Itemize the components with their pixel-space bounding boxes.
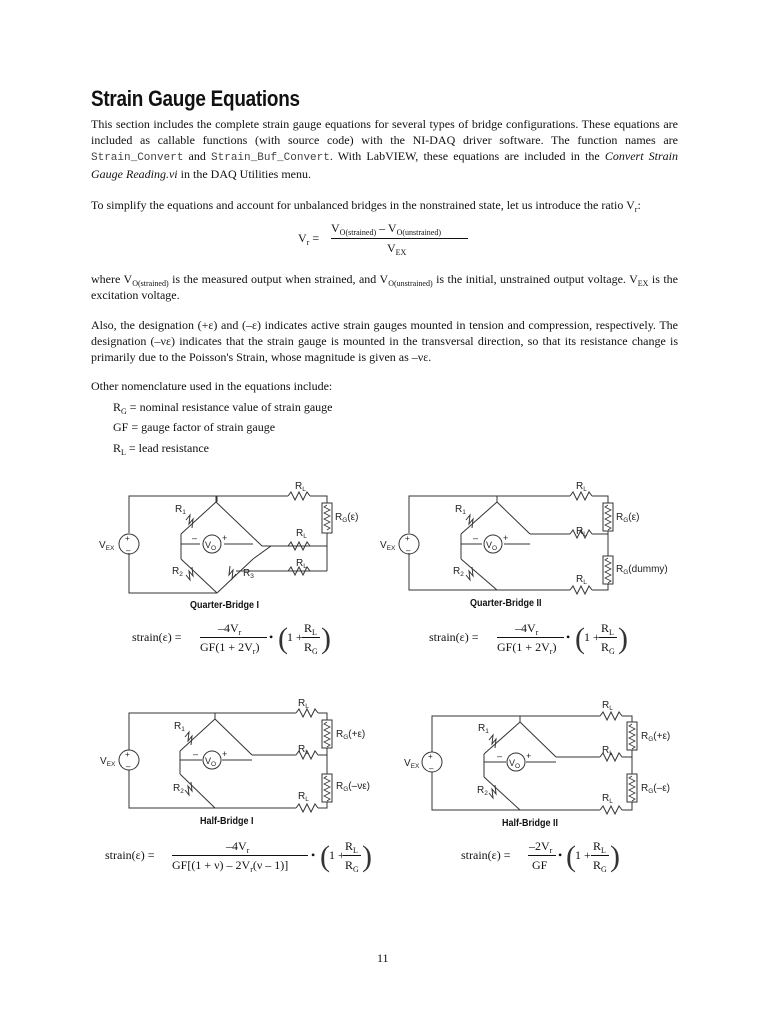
formula-lhs — [105, 848, 154, 863]
formula-paren-left: ( — [575, 622, 585, 655]
nom-def: = nominal resistance value of strain gauge — [126, 400, 333, 414]
label-rg-plus-eps: (+ε) — [348, 729, 366, 740]
label-rl-top-r: R — [602, 700, 610, 711]
label-r1-r: R — [455, 504, 463, 515]
formula-rl-r: R — [593, 839, 602, 853]
formula-num-text: –4V — [226, 839, 247, 853]
label-rg-bot-sub: G — [343, 786, 349, 793]
intro-text: in the DAQ Utilities menu. — [177, 167, 311, 181]
label-rl-top-r: R — [295, 481, 303, 492]
label-rl-top-l: L — [583, 486, 587, 493]
svg-text:VO — [509, 758, 520, 770]
formula-rl-rg-bar — [591, 855, 609, 856]
formula-lhs-text: strain(ε) — [105, 848, 145, 862]
where-text: is the initial, unstrained output voltage. V — [432, 272, 638, 286]
ratio-intro-end: : — [637, 198, 641, 212]
formula-one-plus: 1 + — [584, 630, 600, 644]
label-rg-minus-nu-eps: (–νε) — [348, 781, 370, 792]
svg-text:RL — [602, 745, 613, 757]
formula-rl-r: R — [345, 839, 354, 853]
svg-text:RL — [576, 526, 587, 538]
formula-equals: = — [174, 630, 182, 644]
formula-dot: • — [311, 848, 316, 862]
formula-num-text: –2V — [529, 839, 550, 853]
svg-text:R2 — [477, 785, 488, 797]
nom-sub: G — [121, 407, 127, 416]
formula-rg — [601, 640, 615, 655]
formula-rg-r: R — [345, 858, 354, 872]
formula-den-end: ) — [552, 640, 557, 654]
formula-lhs-text: strain(ε) — [429, 630, 469, 644]
label-r2-r: R — [453, 566, 461, 577]
label-vo-sub: O — [211, 545, 217, 552]
svg-text:RL — [298, 698, 309, 710]
formula-fraction-bar — [497, 637, 564, 638]
svg-text:RG(–νε) — [336, 781, 370, 793]
ratio-lhs-sub: r — [306, 238, 310, 247]
label-r2-sub: 2 — [484, 790, 488, 797]
label-r2-r: R — [477, 785, 485, 796]
formula-lhs — [132, 630, 181, 645]
label-r2-sub: 2 — [460, 571, 464, 578]
svg-text:RL — [298, 744, 309, 756]
label-r2-r: R — [172, 566, 180, 577]
label-rl-mid-l: L — [583, 531, 587, 538]
formula-num-text: –4V — [515, 621, 536, 635]
label-vo-sub: O — [515, 763, 521, 770]
formula-den-end: ) — [255, 640, 260, 654]
formula-paren-right: ) — [610, 840, 620, 873]
formula-rl — [601, 621, 614, 636]
label-vo-minus: – — [497, 751, 503, 761]
label-rl-bot-l: L — [303, 563, 307, 570]
ratio-equals: = — [312, 231, 320, 245]
formula-numerator — [226, 839, 249, 854]
label-vex-sub: EX — [106, 761, 116, 768]
ratio-num-a-sub: O(strained) — [339, 228, 377, 237]
formula-rl-r: R — [304, 621, 313, 635]
label-rg-sub: G — [623, 517, 629, 524]
formula-rl-sub: L — [609, 628, 614, 637]
label-rl-mid-l: L — [609, 750, 613, 757]
label-r1-r: R — [478, 723, 486, 734]
formula-rg-sub: G — [609, 647, 615, 656]
formula-denominator — [532, 858, 547, 873]
label-vex-minus: – — [429, 764, 434, 773]
label-vex-plus: + — [125, 750, 130, 759]
formula-den-end: (ν – 1)] — [252, 858, 289, 872]
ratio-num-b: V — [387, 221, 397, 235]
formula-fraction-bar — [172, 855, 308, 856]
svg-text:RG(ε) — [616, 512, 639, 524]
caption-half-bridge-2: Half-Bridge II — [502, 818, 559, 829]
svg-text:R1 — [478, 723, 489, 735]
label-rg-dummy-sub: G — [623, 569, 629, 576]
where-sub: EX — [637, 279, 649, 288]
formula-one-plus: 1 + — [575, 848, 591, 862]
label-rg-top-r: R — [336, 729, 344, 740]
formula-num-sub: r — [238, 628, 242, 637]
label-vo-v: V — [509, 758, 516, 768]
svg-text:R3 — [243, 568, 254, 580]
formula-rg — [345, 858, 359, 873]
svg-text:R2 — [453, 566, 464, 578]
svg-text:VO — [205, 756, 216, 768]
caption-quarter-bridge-2: Quarter-Bridge II — [470, 598, 542, 609]
formula-paren-left: ( — [566, 840, 576, 873]
nom-symbol: R — [113, 441, 122, 455]
formula-rg — [593, 858, 607, 873]
nom-symbol: GF — [113, 420, 129, 434]
label-r1-sub: 1 — [462, 509, 466, 516]
label-vex-v: V — [99, 540, 106, 551]
formula-lhs — [461, 848, 510, 863]
intro-text: . With LabVIEW, these equations are included in the — [329, 149, 605, 163]
label-rl-mid-r: R — [298, 744, 306, 755]
label-rl-bot-l: L — [305, 796, 309, 803]
formula-rg — [304, 640, 318, 655]
formula-dot: • — [269, 630, 274, 644]
formula-rl — [593, 839, 606, 854]
formula-dot: • — [558, 848, 563, 862]
formula-numerator — [529, 839, 552, 854]
label-rg-bot-sub: G — [648, 788, 654, 795]
svg-text:RL — [295, 481, 306, 493]
formula-lhs-text: strain(ε) — [132, 630, 172, 644]
svg-text:RL — [298, 791, 309, 803]
svg-text:R1 — [175, 504, 186, 516]
formula-paren-left: ( — [320, 840, 330, 873]
label-vo-minus: – — [473, 533, 479, 543]
ratio-intro-sub: r — [634, 205, 638, 214]
svg-text:RG(–ε) — [641, 783, 670, 795]
label-vex-sub: EX — [105, 545, 115, 552]
where-text: is the excitation voltage. — [91, 272, 678, 302]
label-vo-sub: O — [211, 761, 217, 768]
function-name-strain-convert: Strain_Convert — [91, 152, 184, 164]
label-rg-plus-eps: (+ε) — [653, 731, 671, 742]
label-vo-plus: + — [526, 751, 532, 761]
formula-num-sub: r — [535, 628, 539, 637]
formula-one-plus: 1 + — [329, 848, 345, 862]
svg-text:VO — [486, 540, 497, 552]
label-rl-top-l: L — [302, 486, 306, 493]
intro-text: and — [183, 149, 212, 163]
label-rl-mid-l: L — [305, 749, 309, 756]
ratio-num-b-sub: O(unstrained) — [396, 228, 442, 237]
label-rl-bot-r: R — [602, 793, 610, 804]
formula-rg-r: R — [304, 640, 313, 654]
svg-text:R1 — [174, 721, 185, 733]
svg-text:RL — [576, 481, 587, 493]
svg-text:RL — [296, 558, 307, 570]
caption-quarter-bridge-1: Quarter-Bridge I — [190, 600, 260, 611]
label-r2-r: R — [173, 783, 181, 794]
formula-rl-sub: L — [601, 846, 606, 855]
ratio-minus: – — [376, 221, 388, 235]
label-vex-minus: – — [126, 546, 131, 555]
label-vex-plus: + — [125, 534, 130, 543]
formula-paren-right: ) — [618, 622, 628, 655]
label-rl-top-r: R — [298, 698, 306, 709]
formula-fraction-bar — [200, 637, 267, 638]
formula-den-text: GF(1 + 2V — [200, 640, 253, 654]
label-rl-top-r: R — [576, 481, 584, 492]
svg-text:VEX — [100, 756, 116, 768]
label-r1-sub: 1 — [485, 728, 489, 735]
label-vo-plus: + — [222, 749, 228, 759]
svg-text:RG(+ε) — [336, 729, 365, 741]
formula-equals: = — [471, 630, 479, 644]
label-vex-plus: + — [405, 534, 410, 543]
formula-den-text: GF — [532, 858, 548, 872]
designation-paragraph: Also, the designation (+ε) and (–ε) indicates active strain gauges mounted in tension and compression, respectively. The designation (–νε) indicates that the strain gauge is mounted in the transversal direction, so that its resistance change is primarily due to the Poisson's Strain, whose magnitude is given as –νε. — [91, 318, 678, 364]
formula-rl-rg-bar — [599, 637, 617, 638]
label-rl-top-l: L — [305, 703, 309, 710]
label-vo-v: V — [486, 540, 493, 550]
label-r1-r: R — [175, 504, 183, 515]
formula-equals: = — [147, 848, 155, 862]
label-vo-plus: + — [503, 533, 509, 543]
formula-denominator — [497, 640, 556, 655]
label-rl-mid-r: R — [602, 745, 610, 756]
label-rl-bot-r: R — [298, 791, 306, 802]
formula-rl-rg-bar — [302, 637, 320, 638]
label-vex-v: V — [404, 758, 411, 769]
formula-paren-right: ) — [362, 840, 372, 873]
formula-paren-right: ) — [321, 622, 331, 655]
label-r2-sub: 2 — [180, 788, 184, 795]
label-vo-v: V — [205, 540, 212, 550]
formula-numerator — [218, 621, 241, 636]
formula-rl-sub: L — [353, 846, 358, 855]
svg-text:RL — [296, 528, 307, 540]
formula-den-sub: r — [250, 865, 253, 874]
formula-den-sub: r — [252, 647, 256, 656]
where-text: is the measured output when strained, and V — [168, 272, 389, 286]
formula-den-text: GF(1 + 2V — [497, 640, 550, 654]
label-rl-mid-r: R — [576, 526, 584, 537]
caption-half-bridge-1: Half-Bridge I — [200, 816, 254, 827]
page-number: 11 — [377, 951, 389, 965]
label-rg-top-sub: G — [343, 734, 349, 741]
ratio-den-sub: EX — [395, 248, 407, 257]
label-rl-mid-r: R — [296, 528, 304, 539]
nomenclature-intro: Other nomenclature used in the equations include: — [91, 379, 333, 393]
label-rl-bot-l: L — [609, 798, 613, 805]
svg-text:VEX — [404, 758, 420, 770]
formula-denominator — [200, 640, 259, 655]
label-rg-bot-r: R — [336, 781, 344, 792]
label-rg-bot-r: R — [641, 783, 649, 794]
label-rg-eps: (ε) — [628, 512, 640, 523]
label-vex-sub: EX — [410, 763, 420, 770]
ratio-den-v: V — [387, 241, 396, 255]
label-rg-sub: G — [342, 517, 348, 524]
svg-text:R2 — [172, 566, 183, 578]
ratio-lhs-v: V — [298, 231, 307, 245]
label-rl-mid-l: L — [303, 533, 307, 540]
label-vex-plus: + — [428, 752, 433, 761]
label-rg-r: R — [335, 512, 343, 523]
formula-dot: • — [566, 630, 571, 644]
svg-text:R2 — [173, 783, 184, 795]
label-r1-r: R — [174, 721, 182, 732]
label-r3-r: R — [243, 568, 251, 579]
formula-rl-rg-bar — [343, 855, 361, 856]
vi-name: Convert Strain Gauge Reading.vi — [91, 149, 679, 181]
label-r1-sub: 1 — [181, 726, 185, 733]
svg-text:VEX — [380, 540, 396, 552]
where-sub: O(strained) — [132, 279, 169, 288]
label-r2-sub: 2 — [179, 571, 183, 578]
label-rg-top-sub: G — [648, 736, 654, 743]
label-vo-minus: – — [192, 533, 198, 543]
label-rg-dummy: (dummy) — [628, 564, 668, 575]
svg-text:VEX — [99, 540, 115, 552]
formula-rl-r: R — [601, 621, 610, 635]
formula-rg-sub: G — [353, 865, 359, 874]
formula-rg-r: R — [593, 858, 602, 872]
formula-rg-sub: G — [601, 865, 607, 874]
svg-text:RL — [602, 700, 613, 712]
formula-den-sub: r — [549, 647, 553, 656]
svg-text:VO — [205, 540, 216, 552]
formula-numerator — [515, 621, 538, 636]
formula-lhs — [429, 630, 478, 645]
nom-def: = gauge factor of strain gauge — [128, 420, 276, 434]
nom-symbol: R — [113, 400, 122, 414]
label-rg-dummy-r: R — [616, 564, 624, 575]
page-title: Strain Gauge Equations — [91, 86, 300, 111]
formula-rg-r: R — [601, 640, 610, 654]
where-text: where V — [91, 272, 133, 286]
label-rl-bot-r: R — [576, 574, 584, 585]
label-rg-eps: (ε) — [347, 512, 359, 523]
function-name-strain-buf-convert: Strain_Buf_Convert — [211, 152, 330, 164]
formula-rl — [345, 839, 358, 854]
formula-fraction-bar — [528, 855, 556, 856]
svg-text:RG(dummy) — [616, 564, 668, 576]
label-vex-minus: – — [126, 762, 131, 771]
formula-den-text: GF[(1 + ν) – 2V — [172, 858, 251, 872]
ratio-intro-text: To simplify the equations and account for unbalanced bridges in the nonstrained state, let us introduce the ratio V — [91, 198, 635, 212]
formula-num-text: –4V — [218, 621, 239, 635]
label-vex-sub: EX — [386, 545, 396, 552]
formula-rg-sub: G — [312, 647, 318, 656]
nom-sub: L — [121, 448, 126, 457]
label-vo-plus: + — [222, 533, 228, 543]
label-vex-v: V — [380, 540, 387, 551]
formula-one-plus: 1 + — [287, 630, 303, 644]
formula-equals: = — [503, 848, 511, 862]
svg-text:RG(ε) — [335, 512, 358, 524]
formula-num-sub: r — [549, 846, 553, 855]
label-vo-minus: – — [193, 749, 199, 759]
label-rl-top-l: L — [609, 705, 613, 712]
label-vex-minus: – — [406, 546, 411, 555]
label-rl-bot-l: L — [583, 579, 587, 586]
label-rg-minus-eps: (–ε) — [653, 783, 670, 794]
svg-text:RL — [576, 574, 587, 586]
label-r3-sub: 3 — [250, 573, 254, 580]
label-rl-bot-r: R — [296, 558, 304, 569]
formula-num-sub: r — [246, 846, 250, 855]
label-vex-v: V — [100, 756, 107, 767]
formula-denominator — [172, 858, 288, 873]
label-rg-top-r: R — [641, 731, 649, 742]
label-vo-v: V — [205, 756, 212, 766]
where-sub: O(unstrained) — [388, 279, 433, 288]
formula-rl-sub: L — [312, 628, 317, 637]
svg-text:RL — [602, 793, 613, 805]
svg-text:RG(+ε) — [641, 731, 670, 743]
label-rg-r: R — [616, 512, 624, 523]
label-vo-sub: O — [492, 545, 498, 552]
formula-rl — [304, 621, 317, 636]
formula-lhs-text: strain(ε) — [461, 848, 501, 862]
svg-text:R1 — [455, 504, 466, 516]
label-r1-sub: 1 — [182, 509, 186, 516]
ratio-num-a: V — [331, 221, 340, 235]
formula-paren-left: ( — [278, 622, 288, 655]
nom-def: = lead resistance — [125, 441, 209, 455]
intro-text: This section includes the complete strain gauge equations for several types of bridge configurations. These equations are included as callable functions (with source code) with the NI-DAQ driver software. The function names are — [91, 117, 678, 147]
